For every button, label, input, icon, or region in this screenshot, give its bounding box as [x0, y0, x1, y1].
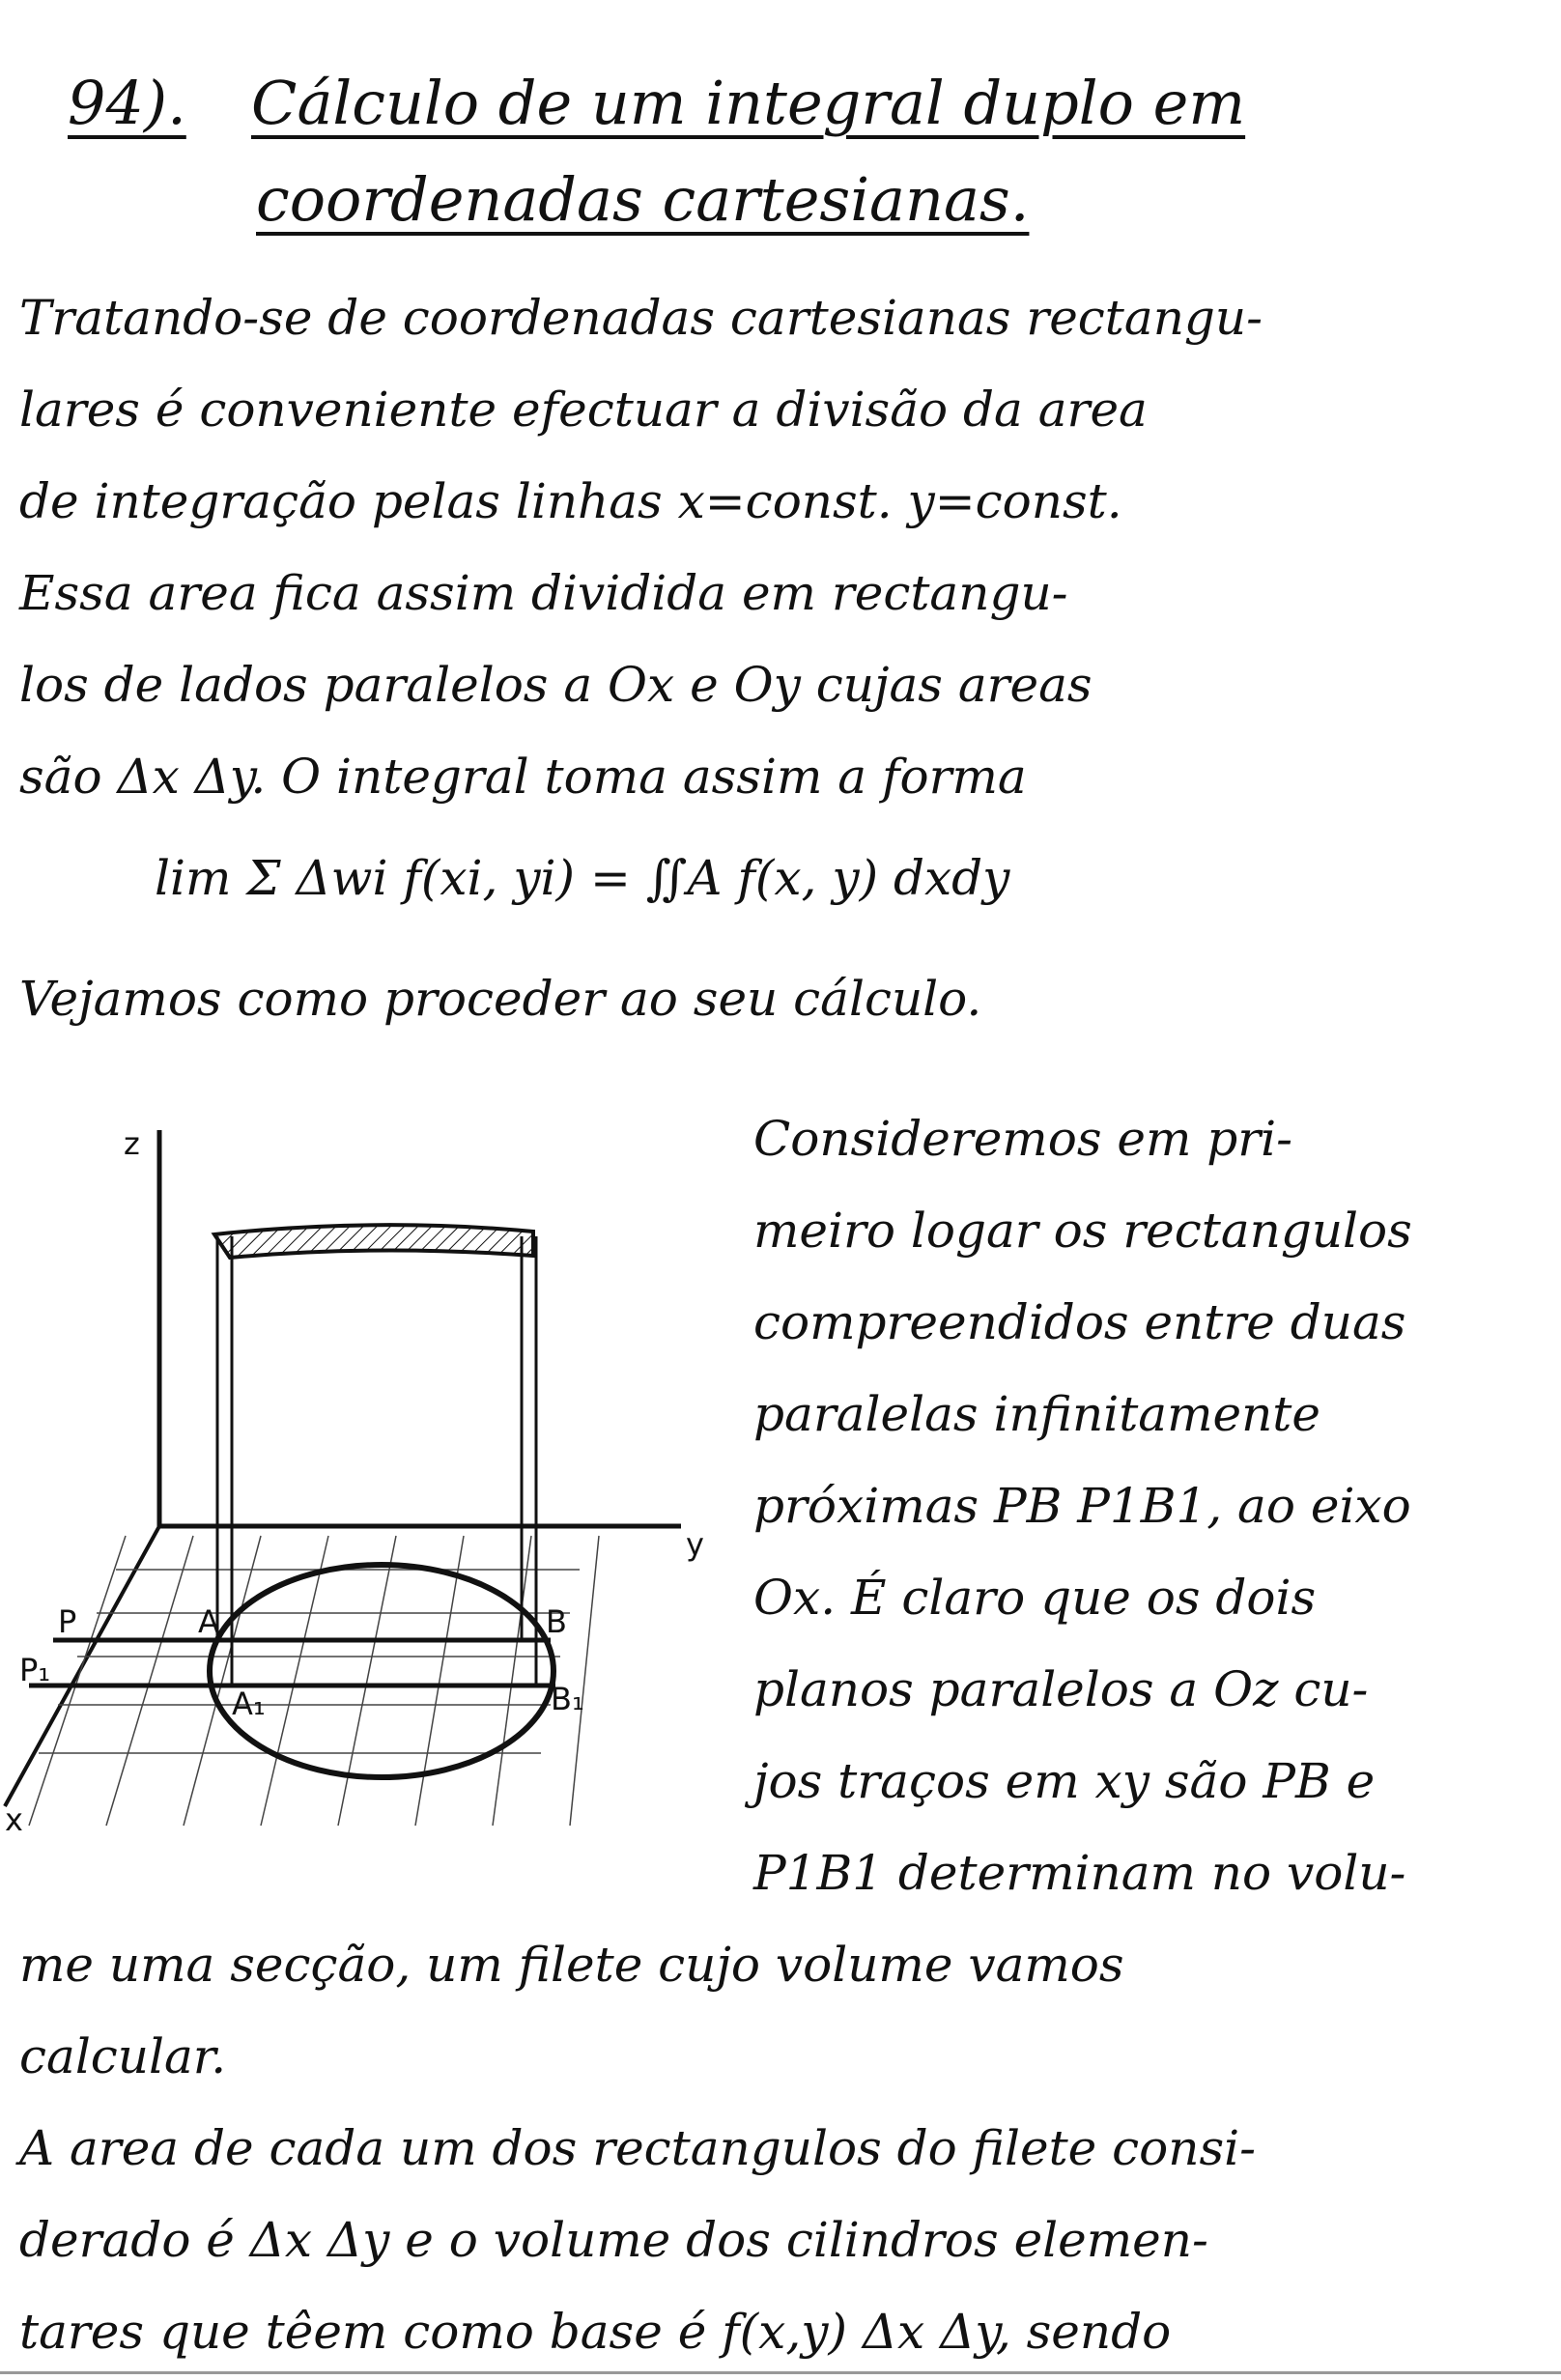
side-text-line: P1B1 determinam no volu- — [753, 1845, 1406, 1901]
integration-region-figure — [0, 1111, 734, 1845]
paragraph3-line: A area de cada um dos rectangulos do filete consi- — [19, 2120, 1257, 2176]
side-text-line: jos traços em xy são PB e — [753, 1753, 1376, 1809]
paragraph3-line: me uma secção, um filete cujo volume vamos — [19, 1937, 1124, 1993]
xy-plane-grid — [29, 1536, 599, 1826]
label-P: P — [58, 1603, 77, 1640]
paragraph3-line: derado é Δx Δy e o volume dos cilindros elemen- — [19, 2212, 1208, 2268]
side-text-line: planos paralelos a Oz cu- — [753, 1661, 1369, 1717]
paragraph1-line: são Δx Δy. O integral toma assim a forma — [19, 749, 1027, 805]
side-text-line: paralelas infinitamente — [753, 1386, 1320, 1442]
x-axis-label: x — [5, 1801, 23, 1838]
surface-section-cap — [214, 1225, 533, 1258]
label-B: B — [546, 1603, 567, 1640]
paragraph3-line: calcular. — [19, 2028, 227, 2084]
label-B1: B₁ — [551, 1681, 584, 1717]
section-number: 94). — [68, 68, 186, 138]
integral-formula: lim Σ Δwi f(xi, yi) = ∬A f(x, y) dxdy — [155, 850, 1010, 906]
paragraph1-line: los de lados paralelos a Ox e Oy cujas areas — [19, 657, 1093, 713]
paragraph1-line: lares é conveniente efectuar a divisão da area — [19, 382, 1148, 438]
paragraph1-line: Tratando-se de coordenadas cartesianas rectangu- — [19, 290, 1263, 346]
title-line-2: coordenadas cartesianas. — [256, 164, 1030, 235]
side-text-line: Consideremos em pri- — [753, 1111, 1293, 1167]
paragraph1-line: de integração pelas linhas x=const. y=const. — [19, 473, 1122, 529]
paragraph3-line: tares que têem como base é f(x,y) Δx Δy, sendo — [19, 2304, 1172, 2360]
integration-region-ellipse — [210, 1565, 553, 1777]
side-text-line: próximas PB P1B1, ao eixo — [753, 1478, 1411, 1534]
page-bottom-edge — [0, 2371, 1561, 2374]
side-text-line: Ox. É claro que os dois — [753, 1570, 1317, 1626]
paragraph1-line: Essa area fica assim dividida em rectangu- — [19, 565, 1068, 621]
z-axis-label: z — [124, 1125, 140, 1162]
paragraph2-line: Vejamos como proceder ao seu cálculo. — [19, 971, 982, 1027]
label-A: A — [198, 1603, 219, 1640]
side-text-line: meiro logar os rectangulos — [753, 1203, 1412, 1259]
label-A1: A₁ — [232, 1686, 266, 1722]
y-axis-label: y — [686, 1526, 704, 1563]
side-text-line: compreendidos entre duas — [753, 1294, 1406, 1350]
label-P1: P₁ — [19, 1652, 51, 1688]
title-line-1: Cálculo de um integral duplo em — [251, 68, 1246, 138]
